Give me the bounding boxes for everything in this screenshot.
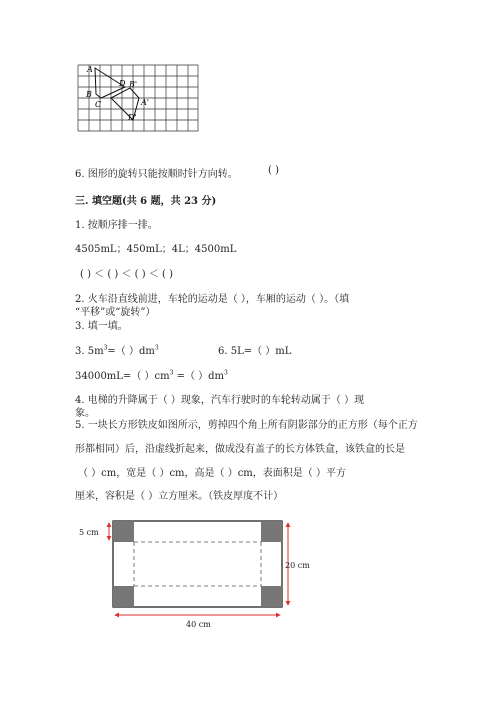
question-1-title: 1. 按顺序排一排。 xyxy=(75,220,158,231)
width-dimension-label: 40 cm xyxy=(186,620,211,629)
question-6-text: 6. 图形的旋转只能按顺时针方向转。 xyxy=(75,169,238,180)
corner-square-bottom-left xyxy=(113,586,134,607)
grid-lines xyxy=(78,65,198,131)
question-3-liter-conversion[interactable]: 6. 5L=（ ）mL xyxy=(218,346,292,357)
label-b: B xyxy=(86,90,92,99)
question-1-order-blanks[interactable]: ( ) ＜ ( ) ＜ ( ) ＜ ( ) xyxy=(80,269,173,280)
question-5-line-3[interactable]: （ ）cm，宽是（ ）cm，高是（ ）cm，表面积是（ ）平方 xyxy=(78,468,346,479)
fold-lines xyxy=(134,542,261,586)
question-5-line-2: 形都相同）后，沿虚线折起来，做成没有盖子的长方体铁盒，该铁盒的长是 xyxy=(75,444,405,455)
rotation-grid-figure xyxy=(75,62,205,140)
question-2-line-1: 2. 火车沿直线前进，车轮的运动是（ ），车厢的运动（ ）。（填 xyxy=(75,294,350,305)
question-6 xyxy=(75,165,238,180)
question-3-ml-conversion[interactable]: 34000mL=（ ）$cm^3$ =（ ）$dm^3$ xyxy=(75,369,228,382)
question-5-line-4[interactable]: 厘米，容积是（ ）立方厘米。（铁皮厚度不计） xyxy=(75,491,284,502)
corner-square-top-right xyxy=(261,521,282,542)
label-b-prime: B' xyxy=(129,80,138,89)
question-5-line-1: 5. 一块长方形铁皮如图所示，剪掉四个角上所有阴影部分的正方形（每个正方 xyxy=(75,420,418,431)
corner-square-top-left xyxy=(113,521,134,542)
corner-dimension-label: 5 cm xyxy=(79,528,99,537)
question-3-volume-conversion[interactable]: 3. $5m^3=$（ ）$dm^3$ xyxy=(75,344,159,357)
sheet-figure xyxy=(70,510,330,635)
question-6-blank[interactable]: ( ) xyxy=(268,165,279,176)
height-dimension-label: 20 cm xyxy=(285,561,310,570)
label-a-prime: A' xyxy=(141,98,149,107)
label-d-prime: D' xyxy=(128,113,137,122)
label-d: D xyxy=(119,79,126,88)
question-1-items: 4505mL；450mL；4L；4500mL xyxy=(75,244,237,255)
question-4-line-1: 4. 电梯的升降属于（ ）现象，汽车行驶时的车轮转动属于（ ）现 xyxy=(75,395,365,406)
label-a: A xyxy=(87,65,93,74)
question-2-line-2: “平移”或“旋转”） xyxy=(75,307,156,318)
question-4-line-2: 象。 xyxy=(75,408,95,419)
section-3-heading: 三. 填空题(共 6 题，共 23 分) xyxy=(75,196,217,207)
sheet-outline xyxy=(113,521,282,607)
question-3-title: 3. 填一填。 xyxy=(75,321,128,332)
label-c: C xyxy=(95,100,102,109)
corner-square-bottom-right xyxy=(261,586,282,607)
